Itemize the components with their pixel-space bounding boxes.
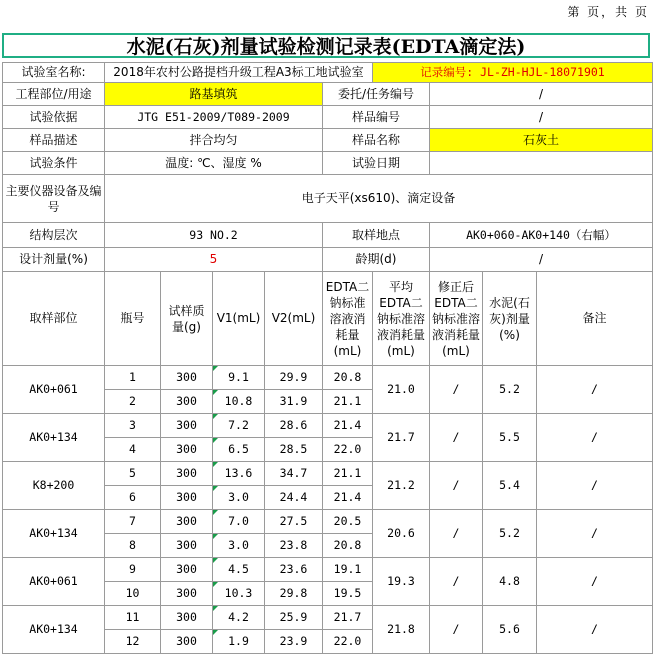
cell-bottle[interactable]: 8 bbox=[105, 534, 161, 558]
cell-edta[interactable]: 20.8 bbox=[323, 534, 373, 558]
cell-avg[interactable]: 21.2 bbox=[373, 462, 430, 510]
col-bottle: 瓶号 bbox=[105, 272, 161, 366]
cell-v2[interactable]: 24.4 bbox=[265, 486, 323, 510]
cell-v1[interactable]: 13.6 bbox=[213, 462, 265, 486]
cell-remark[interactable]: / bbox=[537, 606, 653, 654]
location-value[interactable]: AK0+060-AK0+140（右幅） bbox=[430, 223, 653, 248]
cell-edta[interactable]: 21.4 bbox=[323, 486, 373, 510]
date-label: 试验日期 bbox=[323, 152, 430, 175]
cell-location[interactable]: AK0+134 bbox=[3, 414, 105, 462]
record-table bbox=[2, 62, 653, 654]
cell-mass[interactable]: 300 bbox=[161, 414, 213, 438]
cell-v1[interactable]: 3.0 bbox=[213, 534, 265, 558]
col-avg: 平均EDTA二钠标准溶液消耗量(mL) bbox=[373, 272, 430, 366]
cell-dose[interactable]: 5.5 bbox=[483, 414, 537, 462]
cell-bottle[interactable]: 9 bbox=[105, 558, 161, 582]
cell-edta[interactable]: 20.5 bbox=[323, 510, 373, 534]
cell-corrected[interactable]: / bbox=[430, 510, 483, 558]
record-number[interactable]: 记录编号: JL-ZH-HJL-18071901 bbox=[373, 63, 653, 83]
cell-v2[interactable]: 31.9 bbox=[265, 390, 323, 414]
cell-v2[interactable]: 23.6 bbox=[265, 558, 323, 582]
project-row bbox=[3, 83, 653, 106]
design-label: 设计剂量(%) bbox=[3, 248, 105, 272]
cell-dose[interactable]: 5.4 bbox=[483, 462, 537, 510]
cell-edta[interactable]: 21.4 bbox=[323, 414, 373, 438]
cell-mass[interactable]: 300 bbox=[161, 510, 213, 534]
col-edta: EDTA二钠标准溶液消耗量(mL) bbox=[323, 272, 373, 366]
condition-row bbox=[3, 152, 653, 175]
sample-desc-label: 样品描述 bbox=[3, 129, 105, 152]
sample-no-label: 样品编号 bbox=[323, 106, 430, 129]
cell-bottle[interactable]: 3 bbox=[105, 414, 161, 438]
col-remark: 备注 bbox=[537, 272, 653, 366]
condition-value[interactable]: 温度: ℃、湿度 % bbox=[105, 152, 323, 175]
table-row bbox=[3, 558, 653, 582]
cell-remark[interactable]: / bbox=[537, 414, 653, 462]
cell-corrected[interactable]: / bbox=[430, 414, 483, 462]
cell-bottle[interactable]: 4 bbox=[105, 438, 161, 462]
cell-dose[interactable]: 4.8 bbox=[483, 558, 537, 606]
col-dose: 水泥(石灰)剂量(%) bbox=[483, 272, 537, 366]
cell-remark[interactable]: / bbox=[537, 462, 653, 510]
table-row bbox=[3, 414, 653, 438]
cell-v2[interactable]: 29.9 bbox=[265, 366, 323, 390]
location-label: 取样地点 bbox=[323, 223, 430, 248]
cell-corrected[interactable]: / bbox=[430, 462, 483, 510]
cell-v1[interactable]: 6.5 bbox=[213, 438, 265, 462]
cell-mass[interactable]: 300 bbox=[161, 534, 213, 558]
column-header-row bbox=[3, 272, 653, 366]
cell-bottle[interactable]: 6 bbox=[105, 486, 161, 510]
cell-v2[interactable]: 27.5 bbox=[265, 510, 323, 534]
age-value[interactable]: / bbox=[430, 248, 653, 272]
cell-avg[interactable]: 19.3 bbox=[373, 558, 430, 606]
lab-label: 试验室名称: bbox=[3, 63, 105, 83]
cell-bottle[interactable]: 10 bbox=[105, 582, 161, 606]
project-part-value[interactable]: 路基填筑 bbox=[105, 83, 323, 106]
cell-avg[interactable]: 21.7 bbox=[373, 414, 430, 462]
cell-edta[interactable]: 21.1 bbox=[323, 462, 373, 486]
cell-edta[interactable]: 22.0 bbox=[323, 630, 373, 654]
cell-v2[interactable]: 23.8 bbox=[265, 534, 323, 558]
cell-mass[interactable]: 300 bbox=[161, 486, 213, 510]
design-value[interactable]: 5 bbox=[105, 248, 323, 272]
cell-v1[interactable]: 1.9 bbox=[213, 630, 265, 654]
cell-dose[interactable]: 5.2 bbox=[483, 366, 537, 414]
cell-bottle[interactable]: 5 bbox=[105, 462, 161, 486]
cell-mass[interactable]: 300 bbox=[161, 390, 213, 414]
lab-row bbox=[3, 63, 653, 83]
cell-avg[interactable]: 21.0 bbox=[373, 366, 430, 414]
cell-corrected[interactable]: / bbox=[430, 606, 483, 654]
equipment-row bbox=[3, 175, 653, 223]
cell-v2[interactable]: 29.8 bbox=[265, 582, 323, 606]
cell-v2[interactable]: 28.5 bbox=[265, 438, 323, 462]
cell-avg[interactable]: 20.6 bbox=[373, 510, 430, 558]
cell-location[interactable]: AK0+134 bbox=[3, 510, 105, 558]
basis-value[interactable]: JTG E51-2009/T089-2009 bbox=[105, 106, 323, 129]
design-row bbox=[3, 248, 653, 272]
cell-v2[interactable]: 23.9 bbox=[265, 630, 323, 654]
cell-v1[interactable]: 7.0 bbox=[213, 510, 265, 534]
cell-edta[interactable]: 22.0 bbox=[323, 438, 373, 462]
cell-v2[interactable]: 34.7 bbox=[265, 462, 323, 486]
cell-location[interactable]: K8+200 bbox=[3, 462, 105, 510]
cell-remark[interactable]: / bbox=[537, 558, 653, 606]
cell-location[interactable]: AK0+061 bbox=[3, 366, 105, 414]
cell-v2[interactable]: 25.9 bbox=[265, 606, 323, 630]
col-v1: V1(mL) bbox=[213, 272, 265, 366]
cell-bottle[interactable]: 1 bbox=[105, 366, 161, 390]
cell-edta[interactable]: 19.1 bbox=[323, 558, 373, 582]
condition-label: 试验条件 bbox=[3, 152, 105, 175]
cell-mass[interactable]: 300 bbox=[161, 366, 213, 390]
cell-mass[interactable]: 300 bbox=[161, 558, 213, 582]
basis-row bbox=[3, 106, 653, 129]
cell-mass[interactable]: 300 bbox=[161, 438, 213, 462]
lab-name[interactable]: 2018年农村公路提档升级工程A3标工地试验室 bbox=[105, 63, 373, 83]
commission-label: 委托/任务编号 bbox=[323, 83, 430, 106]
project-part-label: 工程部位/用途 bbox=[3, 83, 105, 106]
cell-mass[interactable]: 300 bbox=[161, 630, 213, 654]
cell-location[interactable]: AK0+061 bbox=[3, 558, 105, 606]
cell-avg[interactable]: 21.8 bbox=[373, 606, 430, 654]
sheet-title[interactable]: 水泥(石灰)剂量试验检测记录表(EDTA滴定法) bbox=[2, 33, 650, 58]
cell-location[interactable]: AK0+134 bbox=[3, 606, 105, 654]
cell-bottle[interactable]: 12 bbox=[105, 630, 161, 654]
cell-dose[interactable]: 5.6 bbox=[483, 606, 537, 654]
layer-row bbox=[3, 223, 653, 248]
cell-dose[interactable]: 5.2 bbox=[483, 510, 537, 558]
cell-v1[interactable]: 10.8 bbox=[213, 390, 265, 414]
cell-bottle[interactable]: 7 bbox=[105, 510, 161, 534]
age-label: 龄期(d) bbox=[323, 248, 430, 272]
cell-corrected[interactable]: / bbox=[430, 558, 483, 606]
cell-mass[interactable]: 300 bbox=[161, 582, 213, 606]
col-v2: V2(mL) bbox=[265, 272, 323, 366]
equipment-label: 主要仪器设备及编号 bbox=[3, 175, 105, 223]
cell-v1[interactable]: 4.2 bbox=[213, 606, 265, 630]
table-row bbox=[3, 510, 653, 534]
table-row bbox=[3, 606, 653, 630]
sample-name-value[interactable]: 石灰土 bbox=[430, 129, 653, 152]
sample-desc-value[interactable]: 拌合均匀 bbox=[105, 129, 323, 152]
cell-v1[interactable]: 9.1 bbox=[213, 366, 265, 390]
cell-v1[interactable]: 7.2 bbox=[213, 414, 265, 438]
cell-mass[interactable]: 300 bbox=[161, 462, 213, 486]
basis-label: 试验依据 bbox=[3, 106, 105, 129]
commission-value[interactable]: / bbox=[430, 83, 653, 106]
cell-edta[interactable]: 19.5 bbox=[323, 582, 373, 606]
col-mass: 试样质量(g) bbox=[161, 272, 213, 366]
table-row bbox=[3, 366, 653, 390]
cell-v1[interactable]: 4.5 bbox=[213, 558, 265, 582]
cell-v2[interactable]: 28.6 bbox=[265, 414, 323, 438]
cell-v1[interactable]: 3.0 bbox=[213, 486, 265, 510]
col-location: 取样部位 bbox=[3, 272, 105, 366]
sample-name-label: 样品名称 bbox=[323, 129, 430, 152]
table-row bbox=[3, 462, 653, 486]
cell-corrected[interactable]: / bbox=[430, 366, 483, 414]
page-counter-bar bbox=[0, 0, 653, 30]
cell-bottle[interactable]: 2 bbox=[105, 390, 161, 414]
cell-edta[interactable]: 20.8 bbox=[323, 366, 373, 390]
sample-row bbox=[3, 129, 653, 152]
col-corrected: 修正后EDTA二钠标准溶液消耗量(mL) bbox=[430, 272, 483, 366]
cell-bottle[interactable]: 11 bbox=[105, 606, 161, 630]
page-counter: 第 页，共 页 bbox=[567, 5, 649, 19]
layer-value[interactable]: 93 NO.2 bbox=[105, 223, 323, 248]
cell-edta[interactable]: 21.1 bbox=[323, 390, 373, 414]
equipment-value[interactable]: 电子天平(xs610)、滴定设备 bbox=[105, 175, 653, 223]
cell-v1[interactable]: 10.3 bbox=[213, 582, 265, 606]
sample-no-value[interactable]: / bbox=[430, 106, 653, 129]
cell-edta[interactable]: 21.7 bbox=[323, 606, 373, 630]
cell-remark[interactable]: / bbox=[537, 366, 653, 414]
cell-mass[interactable]: 300 bbox=[161, 606, 213, 630]
date-value[interactable] bbox=[430, 152, 653, 175]
cell-remark[interactable]: / bbox=[537, 510, 653, 558]
layer-label: 结构层次 bbox=[3, 223, 105, 248]
